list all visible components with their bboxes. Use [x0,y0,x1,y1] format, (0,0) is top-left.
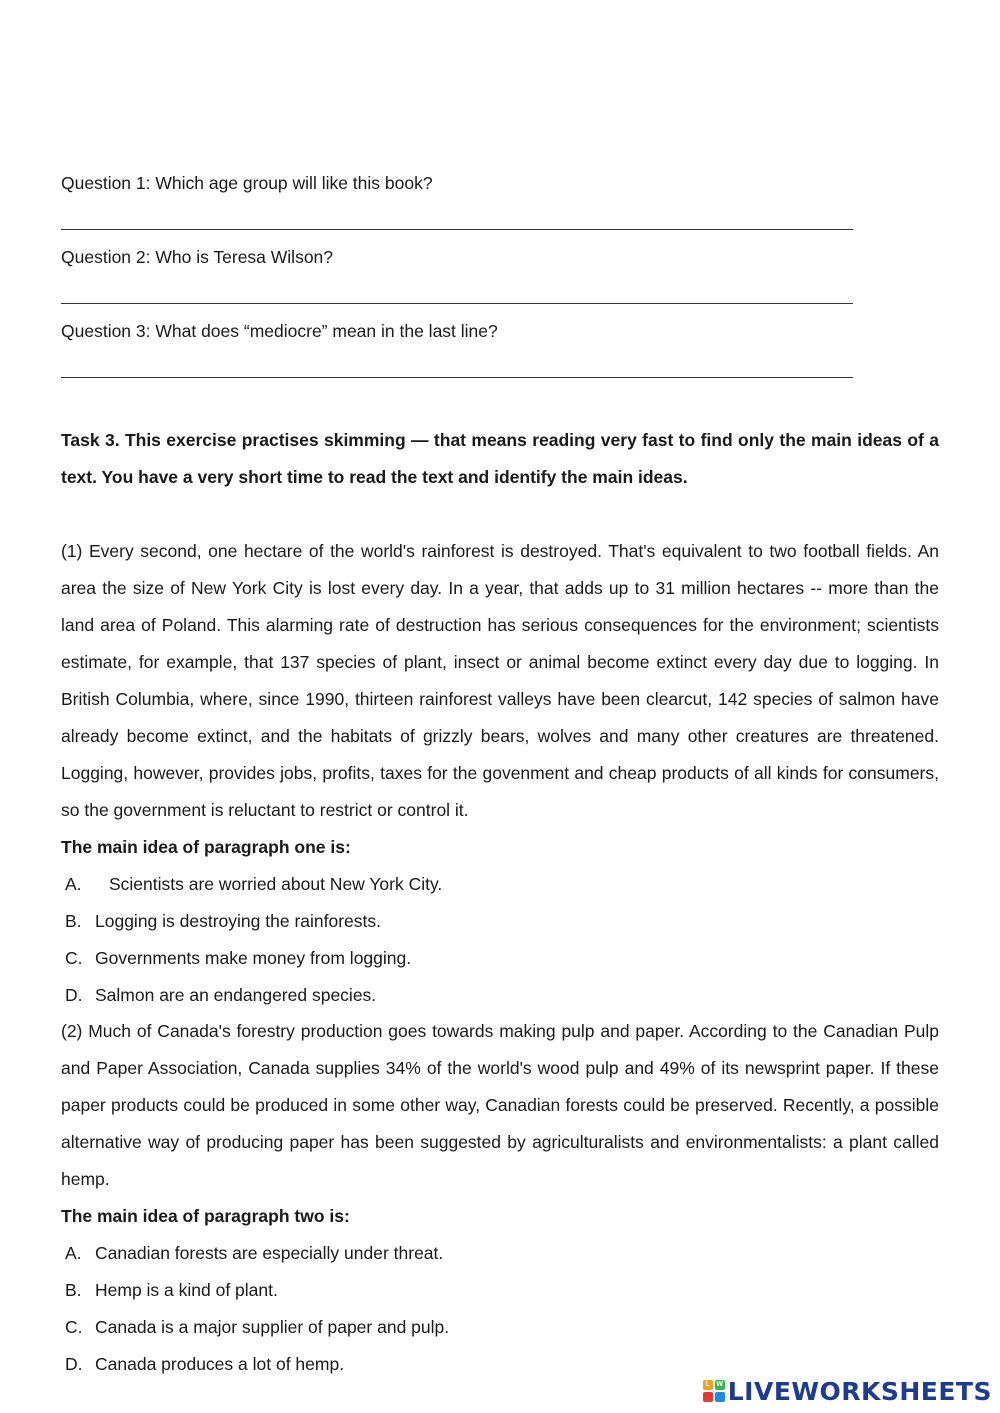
p2-option-a[interactable] [65,1245,443,1263]
p1-option-b[interactable] [65,913,381,931]
p2-option-d[interactable] [65,1356,344,1374]
question-3: Question 3: What does “mediocre” mean in the last line? [61,321,498,341]
answer-line-3[interactable] [61,377,853,378]
p1-option-a[interactable] [65,876,442,894]
option-text: Logging is destroying the rainforests. [95,911,381,931]
logo-mark-cell: W [716,1381,724,1388]
p1-option-c[interactable] [65,950,411,968]
answer-line-2[interactable] [61,303,853,304]
option-letter: C. [65,948,83,968]
task3-instructions: Task 3. This exercise practises skimming — that means reading very fast to find only the main ideas of a text. You have a very short time to read the text and identify the main ideas. [61,430,939,487]
paragraph-2-text: (2) Much of Canada's forestry production goes towards making pulp and paper. According to the Canadian Pulp and Paper Association, Canada supplies 34% of the world's wood pulp and 49% of its newsprint paper. If these paper products could be produced in some other way, Canadian forests could be preserved. Recently, a possible alternative way of producing paper has been suggested by agriculturalists and environmentalists: a plant called hemp. [61,1021,939,1189]
option-letter: B. [65,1280,82,1300]
logo-mark-icon [703,1380,725,1402]
question-1: Question 1: Which age group will like this book? [61,173,433,193]
logo-mark-cell [703,1392,713,1402]
option-letter: B. [65,911,82,931]
option-letter: A. [65,874,82,894]
paragraph-1-prompt: The main idea of paragraph one is: [61,837,351,857]
answer-line-1[interactable] [61,229,853,230]
paragraph-1-text: (1) Every second, one hectare of the world's rainforest is destroyed. That's equivalent to two football fields. An area the size of New York City is lost every day. In a year, that adds up to 31 million hectares -- more than the land area of Poland. This alarming rate of destruction has serious consequences for the environment; scientists estimate, for example, that 137 species of plant, insect or animal become extinct every day due to logging. In British Columbia, where, since 1990, thirteen rainforest valleys have been clearcut, 142 species of salmon have already become extinct, and the habitats of grizzly bears, wolves and many other creatures are threatened. Logging, however, provides jobs, profits, taxes for the govenment and cheap products of all kinds for consumers, so the government is reluctant to restrict or control it. [61,541,939,820]
p2-option-c[interactable] [65,1319,449,1337]
option-letter: A. [65,1243,82,1263]
logo-text: LIVEWORKSHEETS [727,1376,992,1406]
option-text: Hemp is a kind of plant. [95,1280,278,1300]
p1-option-d[interactable] [65,987,376,1005]
option-letter: D. [65,1354,83,1374]
question-2: Question 2: Who is Teresa Wilson? [61,247,334,267]
option-text: Canada is a major supplier of paper and pulp. [95,1317,450,1337]
option-text: Canada produces a lot of hemp. [95,1354,345,1374]
p2-option-b[interactable] [65,1282,278,1300]
option-letter: C. [65,1317,83,1337]
option-text: Salmon are an endangered species. [95,985,377,1005]
option-text: Canadian forests are especially under threat. [95,1243,444,1263]
liveworksheets-logo[interactable] [703,1375,992,1407]
paragraph-2-prompt: The main idea of paragraph two is: [61,1206,350,1226]
option-text: Scientists are worried about New York City. [109,874,443,894]
option-letter: D. [65,985,83,1005]
logo-mark-cell: L [703,1380,713,1390]
logo-mark-cell [715,1392,725,1402]
option-text: Governments make money from logging. [95,948,412,968]
